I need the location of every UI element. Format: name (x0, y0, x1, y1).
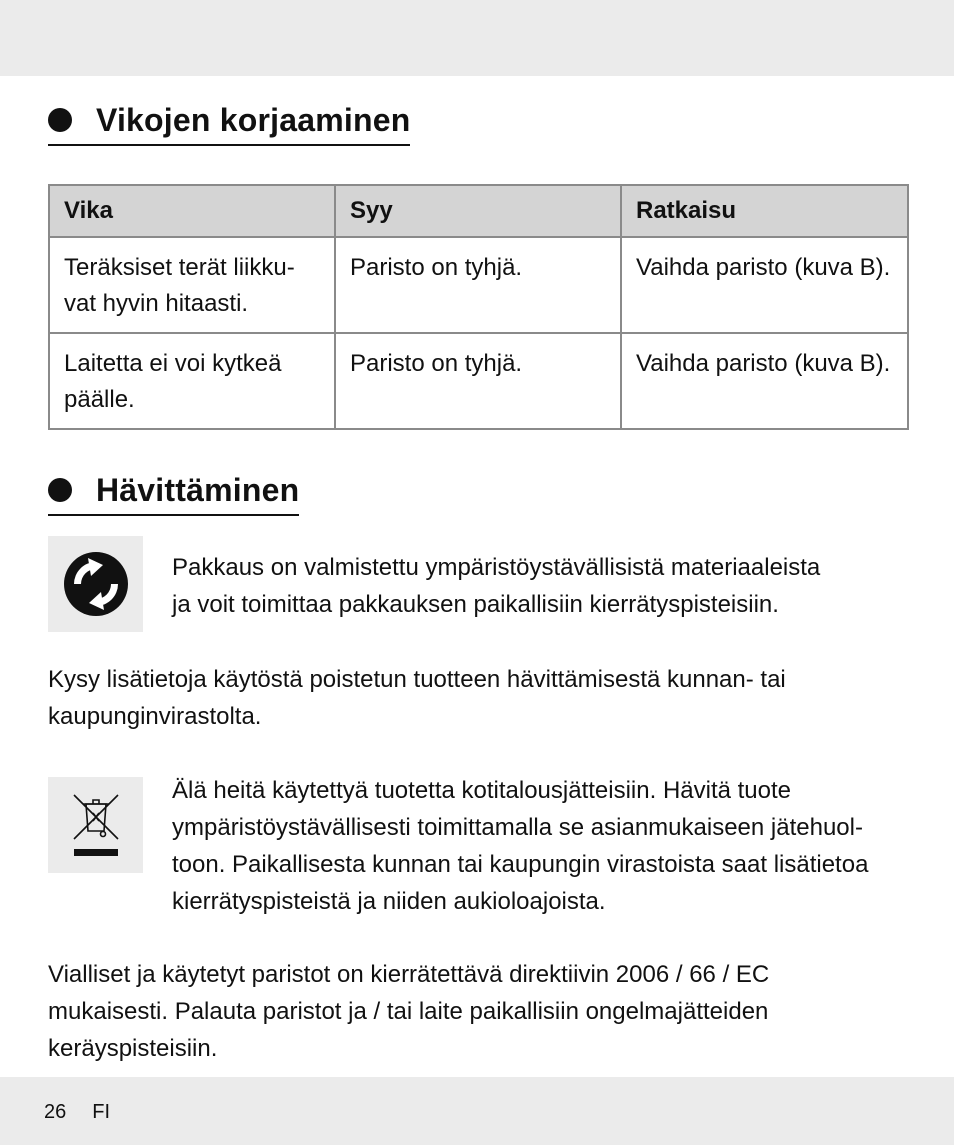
table-row (49, 237, 908, 333)
page-footer (44, 1097, 110, 1127)
fault-text-line: päälle. (64, 386, 135, 413)
page-number: 26 (44, 1101, 67, 1123)
bottom-band (0, 1077, 954, 1145)
cause-cell: Paristo on tyhjä. (335, 237, 621, 333)
fault-cell (49, 237, 335, 333)
troubleshooting-table (48, 184, 909, 430)
disposal-title: Hävittäminen (96, 472, 300, 508)
solution-cell: Vaihda paristo (kuva B). (621, 237, 908, 333)
troubleshooting-title: Vikojen korjaaminen (96, 102, 411, 138)
batteries-paragraph (48, 956, 908, 1067)
cause-cell: Paristo on tyhjä. (335, 333, 621, 429)
column-header-solution: Ratkaisu (621, 185, 908, 237)
paragraph-line: Kysy lisätietoja käytöstä poistetun tuotteen hävittämisestä kunnan- tai (48, 666, 786, 693)
paragraph-line: Älä heitä käytettyä tuotetta kotitalousjätteisiin. Hävitä tuote (172, 777, 792, 804)
paragraph-line: kaupunginvirastolta. (48, 703, 262, 730)
fault-text-line: Teräksiset terät liikku- (64, 254, 295, 281)
packaging-paragraph (172, 549, 912, 623)
info-paragraph (48, 661, 908, 735)
paragraph-line: toon. Paikallisesta kunnan tai kaupungin virastoista saat lisätietoa (172, 851, 869, 878)
fault-text-line: Laitetta ei voi kytkeä (64, 350, 282, 377)
heading-bullet (48, 108, 72, 132)
language-code: FI (92, 1101, 111, 1123)
table-row (49, 333, 908, 429)
paragraph-line: Pakkaus on valmistettu ympäristöystävällisistä materiaaleista (172, 554, 821, 581)
column-header-cause: Syy (335, 185, 621, 237)
fault-cell (49, 333, 335, 429)
green-dot-recycle-icon (48, 536, 143, 632)
paragraph-line: keräyspisteisiin. (48, 1035, 218, 1062)
paragraph-line: mukaisesti. Palauta paristot ja / tai laite paikallisiin ongelmajätteiden (48, 998, 769, 1025)
heading-bullet (48, 478, 72, 502)
crossed-out-wheelie-bin-icon (48, 777, 143, 873)
table-header-row (49, 185, 908, 237)
household-waste-paragraph (172, 772, 912, 920)
solution-cell: Vaihda paristo (kuva B). (621, 333, 908, 429)
column-header-fault: Vika (49, 185, 335, 237)
paragraph-line: ympäristöystävällisesti toimittamalla se asianmukaiseen jätehuol- (172, 814, 863, 841)
fault-text-line: vat hyvin hitaasti. (64, 290, 249, 317)
section-heading-disposal (48, 470, 299, 516)
paragraph-line: Vialliset ja käytetyt paristot on kierrätettävä direktiivin 2006 / 66 / EC (48, 961, 770, 988)
section-heading-troubleshooting (48, 100, 410, 146)
paragraph-line: kierrätyspisteistä ja niiden aukioloajoista. (172, 888, 606, 915)
top-band (0, 0, 954, 76)
paragraph-line: ja voit toimittaa pakkauksen paikallisiin kierrätyspisteisiin. (172, 591, 779, 618)
